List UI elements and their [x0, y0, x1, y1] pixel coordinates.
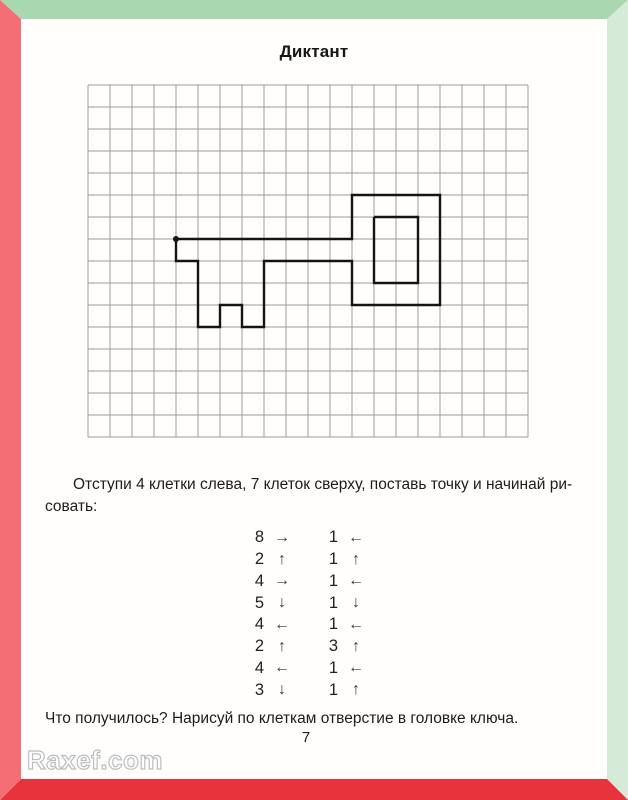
page-title: Диктант — [279, 42, 349, 61]
move-row — [246, 679, 374, 701]
key-drawing — [88, 85, 528, 437]
move-arrow-icon: ← — [348, 659, 364, 677]
instruction-line-2: совать: — [45, 498, 98, 515]
move-count: 1 — [328, 680, 338, 699]
move-arrow-icon: → — [274, 528, 290, 546]
instruction-paragraph — [45, 474, 590, 518]
moves-list — [246, 527, 374, 701]
move-row — [246, 592, 374, 614]
move-arrow-icon: ← — [274, 615, 290, 633]
move-count: 1 — [328, 550, 338, 569]
dictation-grid — [88, 85, 528, 437]
move-row — [246, 571, 374, 593]
move-count: 2 — [254, 637, 264, 656]
move-arrow-icon: ↓ — [278, 681, 286, 699]
move-arrow-icon: → — [274, 572, 290, 590]
watermark: Raxef.com — [27, 745, 163, 775]
move-arrow-icon: ↑ — [352, 637, 360, 655]
move-count: 3 — [328, 637, 338, 656]
move-count: 1 — [328, 528, 338, 547]
move-arrow-icon: ↑ — [352, 681, 360, 699]
question-paragraph: Что получилось? Нарисуй по клеткам отверстие в головке ключа. — [45, 710, 519, 727]
move-row — [246, 658, 374, 680]
move-count: 4 — [254, 615, 264, 634]
page-number: 7 — [301, 729, 311, 746]
move-arrow-icon: ↓ — [352, 594, 360, 612]
move-row — [246, 636, 374, 658]
move-count: 2 — [254, 550, 264, 569]
move-arrow-icon: ↑ — [352, 550, 360, 568]
move-count: 8 — [254, 528, 264, 547]
instruction-line-1: Отступи 4 клетки слева, 7 клеток сверху, поставь точку и начинай ри- — [73, 476, 573, 493]
move-arrow-icon: ↑ — [278, 637, 286, 655]
move-arrow-icon: ← — [274, 659, 290, 677]
move-count: 1 — [328, 615, 338, 634]
move-arrow-icon: ↓ — [278, 594, 286, 612]
move-row — [246, 614, 374, 636]
move-arrow-icon: ← — [348, 528, 364, 546]
move-count: 1 — [328, 658, 338, 677]
move-count: 5 — [254, 593, 264, 612]
move-row — [246, 549, 374, 571]
move-count: 1 — [328, 571, 338, 590]
move-arrow-icon: ← — [348, 615, 364, 633]
move-count: 3 — [254, 680, 264, 699]
move-count: 4 — [254, 571, 264, 590]
move-count: 1 — [328, 593, 338, 612]
move-arrow-icon: ↑ — [278, 550, 286, 568]
move-row — [246, 527, 374, 549]
move-arrow-icon: ← — [348, 572, 364, 590]
move-count: 4 — [254, 658, 264, 677]
